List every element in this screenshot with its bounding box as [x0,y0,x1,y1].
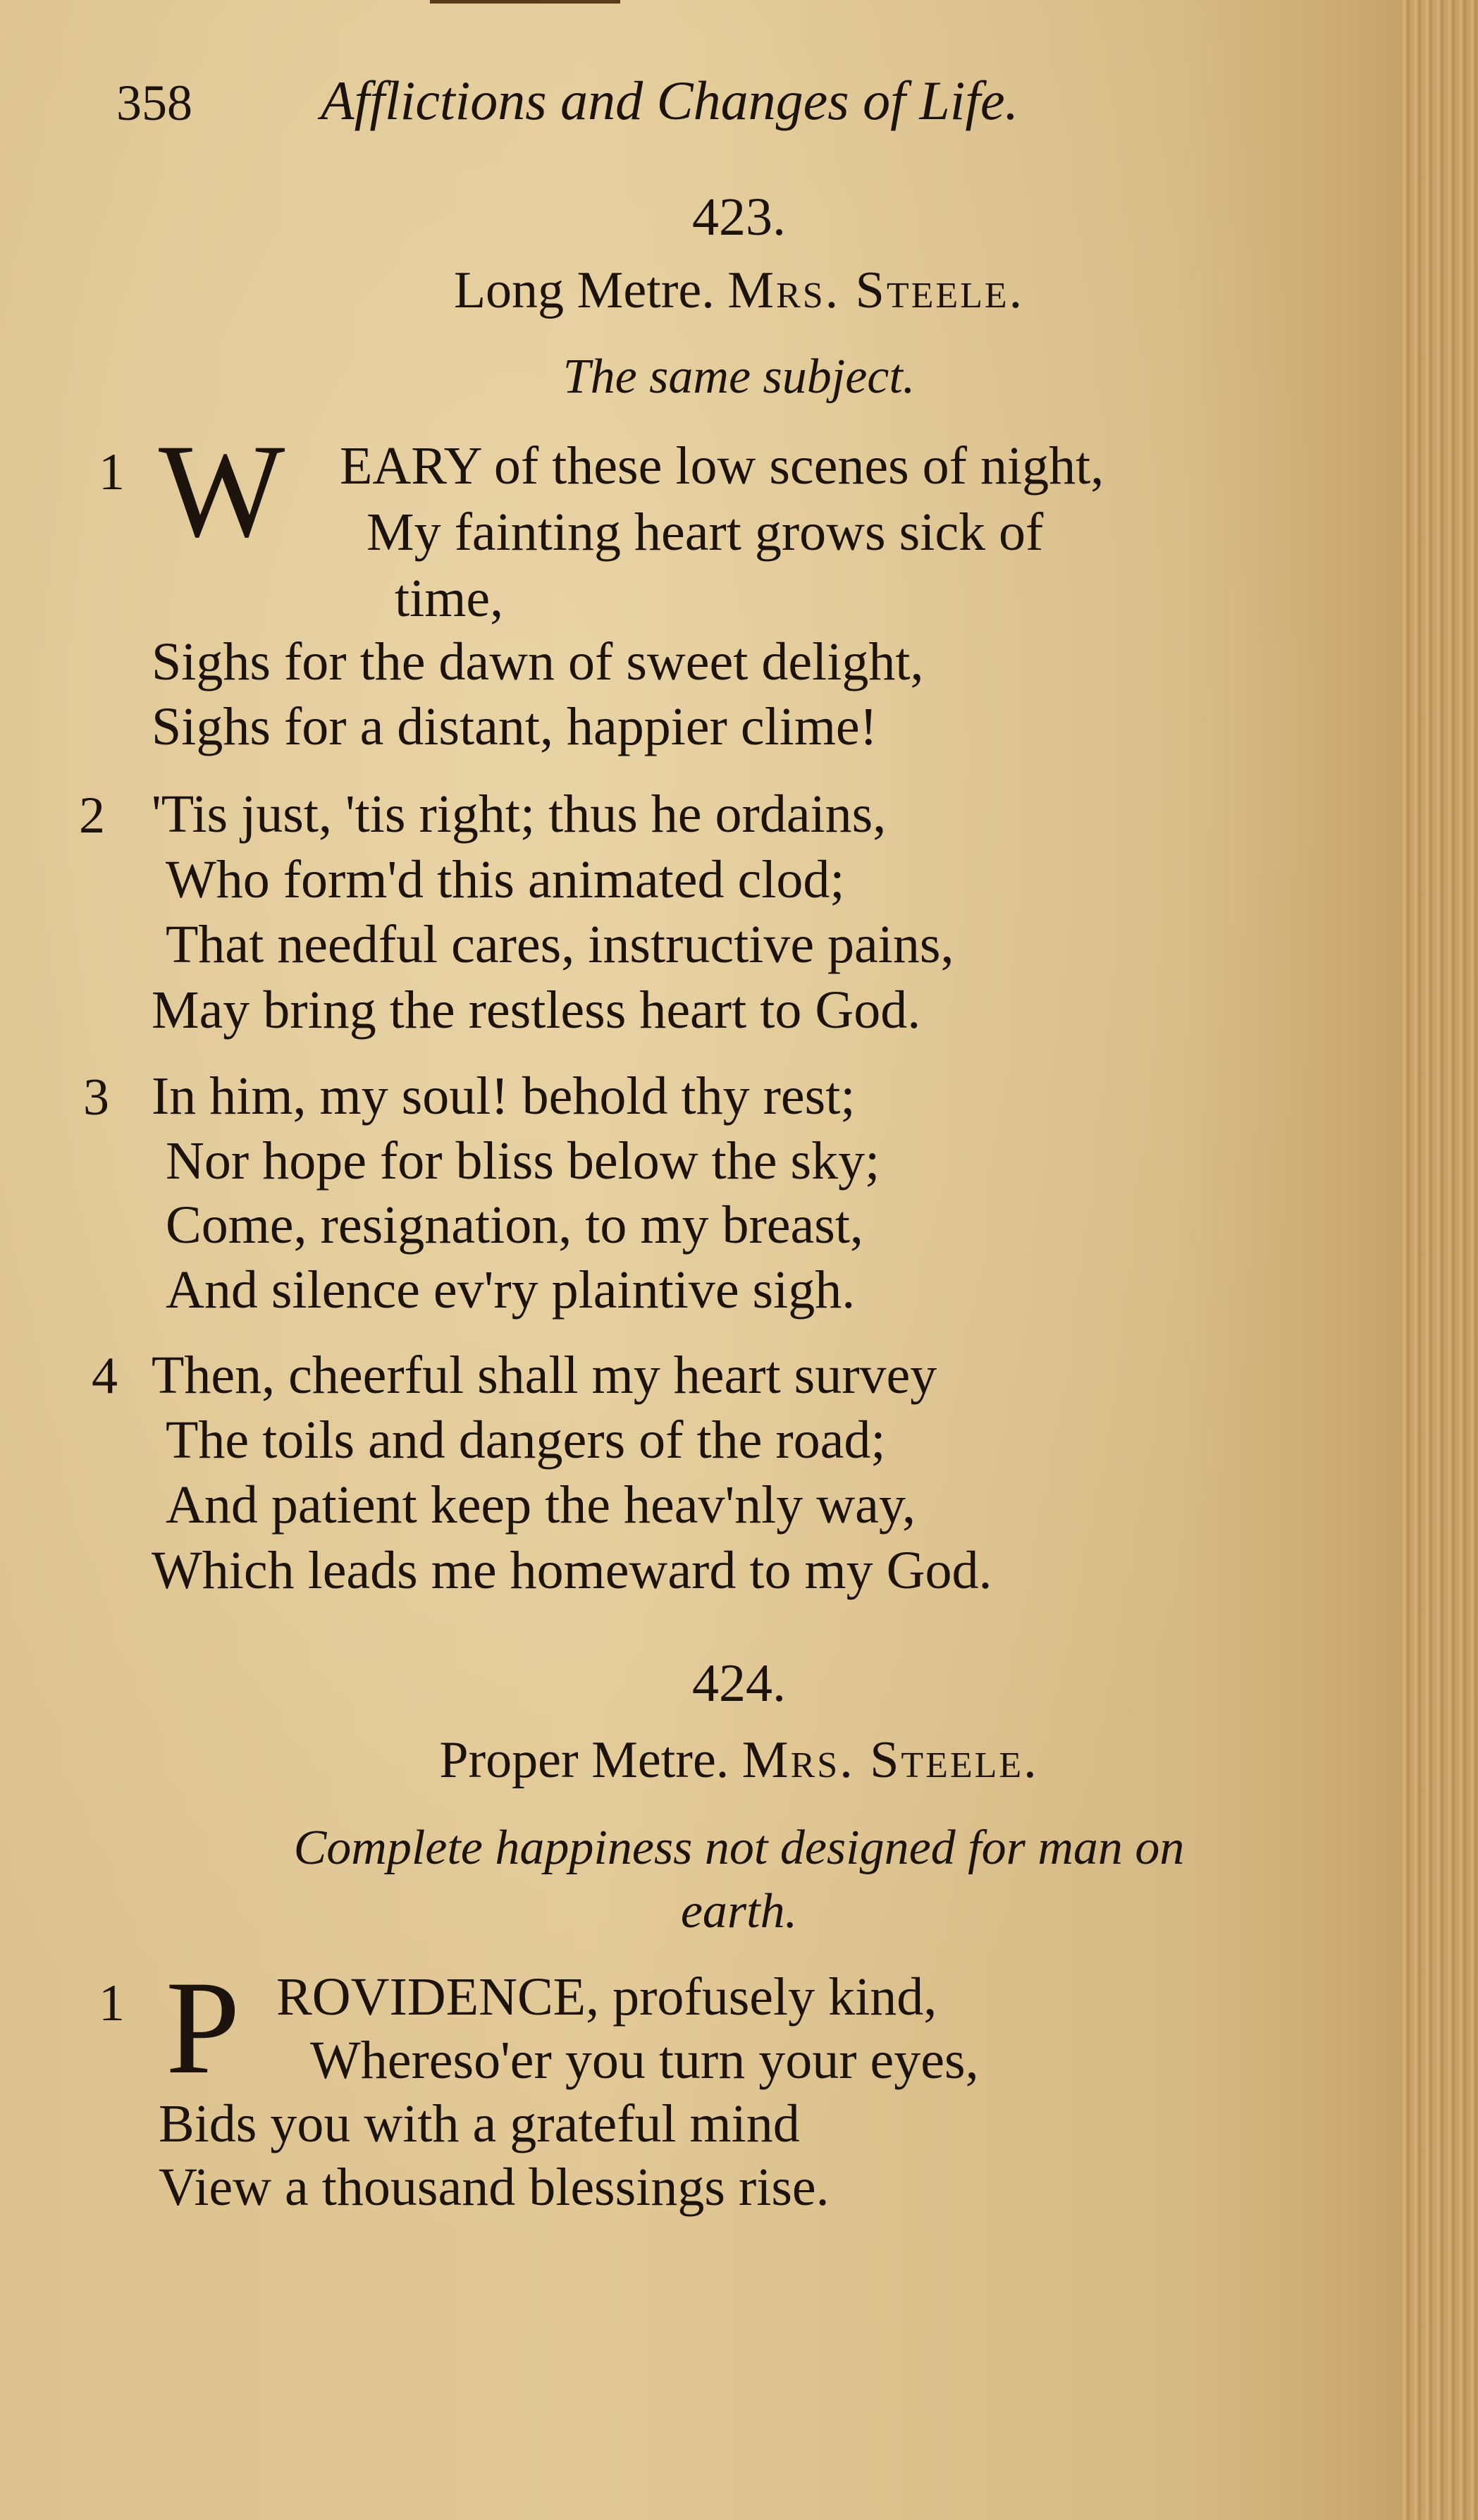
verse-line: time, [395,569,504,628]
verse-line: View a thousand blessings rise. [159,2158,830,2217]
verse-line: ROVIDENCE, profusely kind, [276,1967,937,2027]
verse-line: Bids you with a grateful mind [159,2094,800,2153]
verse-line: Who form'd this animated clod; [166,850,845,909]
verse-number: 1 [99,1974,125,2032]
verse-line: Which leads me homeward to my God. [152,1541,992,1600]
verse-number: 2 [79,787,105,844]
verse-number: 3 [83,1069,109,1126]
drop-cap: W [159,417,285,565]
author: Mrs. Steele. [741,1731,1039,1789]
drop-cap: P [166,1954,240,2102]
hymn-subject-continued: earth. [680,1884,798,1938]
hymn-metre-line [0,1731,1478,1790]
running-head: Afflictions and Changes of Life. [321,70,1019,131]
verse-line: In him, my soul! behold thy rest; [152,1067,856,1126]
verse-line: Whereso'er you turn your eyes, [310,2031,979,2090]
hymn-metre-line [0,261,1478,321]
top-rule [430,0,620,4]
page-number: 358 [116,75,192,131]
verse-line: Come, resignation, to my breast, [166,1196,863,1255]
verse-line: And silence ev'ry plaintive sigh. [166,1260,856,1320]
author: Mrs. Steele. [727,262,1025,319]
metre: Long Metre. [453,262,715,319]
verse-line: And patient keep the heav'nly way, [166,1475,916,1535]
verse-line: EARY of these low scenes of night, [340,436,1104,496]
hymn-subject: Complete happiness not designed for man on [293,1821,1185,1875]
verse-line: Then, cheerful shall my heart survey [152,1346,937,1405]
hymn-number: 424. [692,1654,786,1713]
hymn-subject: The same subject. [562,350,916,404]
hymn-number: 423. [692,188,786,247]
verse-number: 4 [92,1347,118,1405]
verse-line: Nor hope for bliss below the sky; [166,1131,880,1191]
verse-line: 'Tis just, 'tis right; thus he ordains, [152,785,887,844]
verse-line: My fainting heart grows sick of [367,503,1044,562]
verse-line: Sighs for a distant, happier clime! [152,697,877,756]
verse-line: May bring the restless heart to God. [152,981,921,1040]
verse-line: That needful cares, instructive pains, [166,915,954,974]
verse-line: Sighs for the dawn of sweet delight, [152,632,924,692]
verse-number: 1 [99,443,125,501]
metre: Proper Metre. [439,1731,729,1789]
verse-line: The toils and dangers of the road; [166,1410,886,1470]
